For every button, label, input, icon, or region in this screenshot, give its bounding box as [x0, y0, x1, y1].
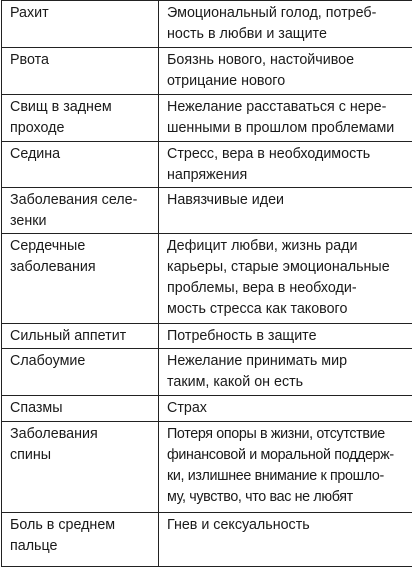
cause-cell: Потребность в защите [159, 324, 412, 349]
condition-cell: Спазмы [2, 396, 159, 422]
condition-cell: Заболевания спины [2, 422, 159, 513]
cause-cell: Боязнь нового, настойчивое отрицание нового [159, 48, 412, 95]
condition-cell: Рвота [2, 48, 159, 95]
cause-cell: Нежелание расставаться с нере- шенными в прошлом проблемами [159, 95, 412, 142]
condition-cell: Слабоумие [2, 349, 159, 396]
table-row [2, 513, 412, 567]
table-row [2, 142, 412, 188]
condition-cell: Сильный аппетит [2, 324, 159, 349]
condition-cell: Свищ в заднем проходе [2, 95, 159, 142]
table-row [2, 349, 412, 396]
conditions-table [1, 0, 412, 567]
cause-cell: Дефицит любви, жизнь ради карьеры, старые эмоциональные проблемы, вера в необходи- мость стресса как такового [159, 234, 412, 324]
cause-cell: Нежелание принимать мир таким, какой он есть [159, 349, 412, 396]
cause-cell: Стресс, вера в необходимость напряжения [159, 142, 412, 188]
cause-cell: Навязчивые идеи [159, 188, 412, 234]
table-row [2, 95, 412, 142]
table-row [2, 396, 412, 422]
condition-cell: Заболевания селе- зенки [2, 188, 159, 234]
table-row [2, 422, 412, 513]
cause-cell: Страх [159, 396, 412, 422]
cause-cell: Потеря опоры в жизни, отсутствие финансовой и моральной поддерж- ки, излишнее внимание к прошло- му, чувство, что вас не любят [159, 422, 412, 513]
table-row [2, 48, 412, 95]
condition-cell: Седина [2, 142, 159, 188]
condition-cell: Сердечные заболевания [2, 234, 159, 324]
cause-cell: Эмоциональный голод, потреб- ность в любви и защите [159, 1, 412, 48]
table-row [2, 234, 412, 324]
table-row [2, 188, 412, 234]
cause-cell: Гнев и сексуальность [159, 513, 412, 567]
condition-cell: Боль в среднем пальце [2, 513, 159, 567]
table-row [2, 324, 412, 349]
table-row [2, 1, 412, 48]
condition-cell: Рахит [2, 1, 159, 48]
